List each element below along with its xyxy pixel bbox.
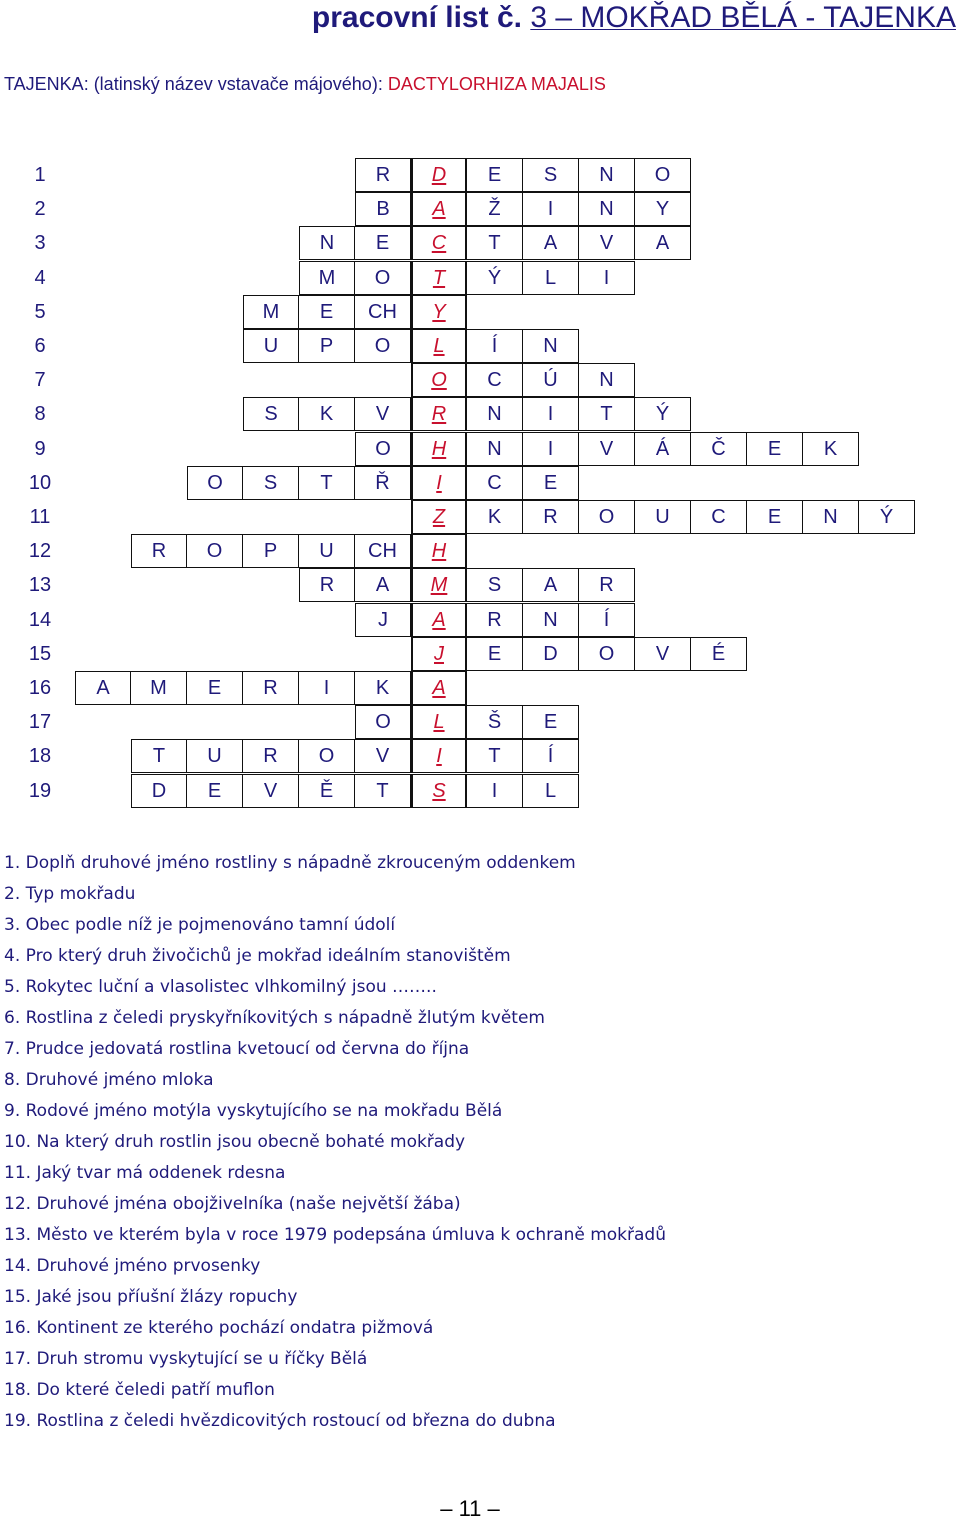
crossword-cell[interactable]: S bbox=[523, 158, 579, 192]
crossword-cell[interactable]: Ě bbox=[299, 774, 355, 808]
crossword-cell[interactable]: M bbox=[131, 671, 187, 705]
crossword-cell[interactable]: Ý bbox=[635, 397, 691, 431]
crossword-cell[interactable]: I bbox=[467, 774, 523, 808]
crossword-cell[interactable]: Í bbox=[467, 329, 523, 363]
crossword-cell[interactable]: T bbox=[467, 739, 523, 773]
solution-cell[interactable]: Y bbox=[411, 295, 467, 329]
row-number: 19 bbox=[28, 779, 52, 802]
clue-item: 18. Do které čeledi patří muflon bbox=[4, 1380, 275, 1400]
crossword-cell[interactable]: E bbox=[747, 432, 803, 466]
solution-cell[interactable]: I bbox=[411, 739, 467, 773]
crossword-cell[interactable]: V bbox=[579, 432, 635, 466]
crossword-cell[interactable]: T bbox=[131, 739, 187, 773]
row-number: 10 bbox=[28, 471, 52, 494]
crossword-cell[interactable]: B bbox=[355, 192, 411, 226]
crossword-cell[interactable]: R bbox=[355, 158, 411, 192]
crossword-cell[interactable]: L bbox=[523, 774, 579, 808]
clue-item: 17. Druh stromu vyskytující se u říčky Bělá bbox=[4, 1349, 368, 1369]
row-number: 18 bbox=[28, 745, 52, 768]
crossword-cell[interactable]: N bbox=[579, 363, 635, 397]
crossword-cell[interactable]: L bbox=[523, 261, 579, 295]
solution-cell[interactable]: H bbox=[411, 534, 467, 568]
crossword-cell[interactable]: T bbox=[355, 774, 411, 808]
crossword-cell[interactable]: A bbox=[635, 226, 691, 260]
solution-cell[interactable]: A bbox=[411, 192, 467, 226]
crossword-cell[interactable]: D bbox=[131, 774, 187, 808]
clue-item: 7. Prudce jedovatá rostlina kvetoucí od června do října bbox=[4, 1039, 470, 1059]
crossword-cell[interactable]: V bbox=[243, 774, 299, 808]
crossword-cell[interactable]: R bbox=[243, 671, 299, 705]
crossword-cell[interactable]: A bbox=[523, 568, 579, 602]
crossword-cell[interactable]: O bbox=[355, 261, 411, 295]
clue-item: 11. Jaký tvar má oddenek rdesna bbox=[4, 1163, 286, 1183]
crossword-cell[interactable]: Ú bbox=[523, 363, 579, 397]
crossword-cell[interactable]: Ý bbox=[859, 500, 915, 534]
crossword-cell[interactable]: C bbox=[467, 466, 523, 500]
crossword-cell[interactable]: O bbox=[635, 158, 691, 192]
crossword-cell[interactable]: Í bbox=[579, 603, 635, 637]
solution-cell[interactable]: H bbox=[411, 432, 467, 466]
clue-item: 3. Obec podle níž je pojmenováno tamní údolí bbox=[4, 915, 396, 935]
crossword-cell[interactable]: D bbox=[523, 637, 579, 671]
row-number: 3 bbox=[34, 232, 46, 255]
clue-item: 13. Město ve kterém byla v roce 1979 podepsána úmluva k ochraně mokřadů bbox=[4, 1225, 666, 1245]
row-number: 9 bbox=[34, 437, 46, 460]
solution-cell[interactable]: A bbox=[411, 671, 467, 705]
crossword-cell[interactable]: C bbox=[467, 363, 523, 397]
crossword-cell[interactable]: T bbox=[299, 466, 355, 500]
crossword-cell[interactable]: M bbox=[299, 261, 355, 295]
crossword-cell[interactable]: O bbox=[579, 500, 635, 534]
crossword-cell[interactable]: U bbox=[243, 329, 299, 363]
crossword-cell[interactable]: V bbox=[355, 397, 411, 431]
clue-item: 9. Rodové jméno motýla vyskytujícího se na mokřadu Bělá bbox=[4, 1101, 503, 1121]
crossword-cell[interactable]: N bbox=[579, 158, 635, 192]
crossword-cell[interactable]: Š bbox=[467, 705, 523, 739]
solution-cell[interactable]: M bbox=[411, 568, 467, 602]
crossword-cell[interactable]: I bbox=[579, 261, 635, 295]
row-number: 15 bbox=[28, 642, 52, 665]
crossword-cell[interactable]: I bbox=[523, 432, 579, 466]
crossword-cell[interactable]: N bbox=[299, 226, 355, 260]
crossword-cell[interactable]: I bbox=[523, 397, 579, 431]
row-number: 2 bbox=[34, 198, 46, 221]
crossword-cell[interactable]: K bbox=[467, 500, 523, 534]
clue-item: 2. Typ mokřadu bbox=[4, 884, 136, 904]
crossword-cell[interactable]: E bbox=[747, 500, 803, 534]
tajenka-description: : (latinský název vstavače májového): bbox=[83, 74, 388, 94]
clue-item: 5. Rokytec luční a vlasolistec vlhkomilný jsou …….. bbox=[4, 977, 437, 997]
crossword-cell[interactable]: J bbox=[355, 603, 411, 637]
row-number: 16 bbox=[28, 677, 52, 699]
crossword-cell[interactable]: K bbox=[803, 432, 859, 466]
crossword-cell[interactable]: R bbox=[579, 568, 635, 602]
row-number: 11 bbox=[29, 506, 51, 528]
crossword-cell[interactable]: E bbox=[187, 774, 243, 808]
crossword-cell[interactable]: O bbox=[355, 329, 411, 363]
row-number: 7 bbox=[34, 369, 46, 392]
crossword-cell[interactable]: R bbox=[131, 534, 187, 568]
crossword-cell[interactable]: N bbox=[523, 329, 579, 363]
solution-cell[interactable]: J bbox=[411, 637, 467, 671]
crossword-cell[interactable]: U bbox=[187, 739, 243, 773]
crossword-cell[interactable]: I bbox=[299, 671, 355, 705]
row-number: 14 bbox=[28, 608, 52, 631]
crossword-cell[interactable]: R bbox=[299, 568, 355, 602]
solution-cell[interactable]: O bbox=[411, 363, 467, 397]
crossword-cell[interactable]: CH bbox=[355, 295, 411, 329]
crossword-cell[interactable]: Ř bbox=[355, 466, 411, 500]
crossword-cell[interactable]: Y bbox=[635, 192, 691, 226]
crossword-cell[interactable]: N bbox=[467, 432, 523, 466]
solution-cell[interactable]: S bbox=[411, 774, 467, 808]
crossword-cell[interactable]: O bbox=[187, 466, 243, 500]
clue-item: 6. Rostlina z čeledi pryskyřníkovitých s nápadně žlutým květem bbox=[4, 1008, 545, 1028]
crossword-cell[interactable]: Ý bbox=[467, 261, 523, 295]
crossword-cell[interactable]: A bbox=[355, 568, 411, 602]
crossword-cell[interactable]: E bbox=[187, 671, 243, 705]
clue-item: 16. Kontinent ze kterého pochází ondatra pižmová bbox=[4, 1318, 434, 1338]
crossword-cell[interactable]: E bbox=[467, 158, 523, 192]
crossword-cell[interactable]: Ž bbox=[467, 192, 523, 226]
solution-cell[interactable]: T bbox=[411, 261, 467, 295]
solution-cell[interactable]: L bbox=[411, 705, 467, 739]
crossword-cell[interactable]: U bbox=[635, 500, 691, 534]
crossword-cell[interactable]: N bbox=[523, 603, 579, 637]
crossword-cell[interactable]: I bbox=[523, 192, 579, 226]
crossword-cell[interactable]: A bbox=[75, 671, 131, 705]
clue-item: 12. Druhové jména obojživelníka (naše největší žába) bbox=[4, 1194, 461, 1214]
crossword-cell[interactable]: T bbox=[467, 226, 523, 260]
crossword-cell[interactable]: E bbox=[299, 295, 355, 329]
crossword-cell[interactable]: N bbox=[803, 500, 859, 534]
crossword-cell[interactable]: O bbox=[187, 534, 243, 568]
crossword-cell[interactable]: A bbox=[523, 226, 579, 260]
crossword-cell[interactable]: K bbox=[355, 671, 411, 705]
crossword-cell[interactable]: O bbox=[579, 637, 635, 671]
crossword-cell[interactable]: É bbox=[691, 637, 747, 671]
crossword-cell[interactable]: C bbox=[691, 500, 747, 534]
solution-cell[interactable]: L bbox=[411, 329, 467, 363]
row-number: 5 bbox=[34, 300, 46, 323]
clue-item: 15. Jaké jsou příušní žlázy ropuchy bbox=[4, 1287, 298, 1307]
crossword-cell[interactable]: U bbox=[299, 534, 355, 568]
title-prefix: pracovní list č. bbox=[311, 1, 531, 34]
crossword-cell[interactable]: V bbox=[635, 637, 691, 671]
crossword-cell[interactable]: M bbox=[243, 295, 299, 329]
row-number: 1 bbox=[34, 164, 46, 186]
crossword-cell[interactable]: R bbox=[243, 739, 299, 773]
crossword-cell[interactable]: S bbox=[467, 568, 523, 602]
clue-item: 8. Druhové jméno mloka bbox=[4, 1070, 214, 1090]
clue-item: 19. Rostlina z čeledi hvězdicovitých rostoucí od března do dubna bbox=[4, 1411, 556, 1431]
crossword-cell[interactable]: E bbox=[467, 637, 523, 671]
crossword-cell[interactable]: S bbox=[243, 466, 299, 500]
solution-cell[interactable]: A bbox=[411, 603, 467, 637]
crossword-cell[interactable]: R bbox=[467, 603, 523, 637]
crossword-cell[interactable]: E bbox=[355, 226, 411, 260]
tajenka-answer: DACTYLORHIZA MAJALIS bbox=[387, 74, 606, 94]
solution-cell[interactable]: D bbox=[411, 158, 467, 192]
crossword-cell[interactable]: R bbox=[523, 500, 579, 534]
crossword-cell[interactable]: N bbox=[467, 397, 523, 431]
tajenka-label: TAJENKA bbox=[4, 74, 84, 94]
clue-item: 1. Doplň druhové jméno rostliny s nápadně zkrouceným oddenkem bbox=[4, 853, 576, 873]
solution-cell[interactable]: Z bbox=[411, 500, 467, 534]
crossword-cell[interactable]: E bbox=[523, 705, 579, 739]
row-number: 13 bbox=[28, 574, 52, 597]
clue-item: 14. Druhové jméno prvosenky bbox=[4, 1256, 261, 1276]
crossword-cell[interactable]: V bbox=[355, 739, 411, 773]
row-number: 8 bbox=[34, 403, 46, 426]
crossword-cell[interactable]: E bbox=[523, 466, 579, 500]
row-number: 6 bbox=[34, 335, 46, 357]
row-number: 12 bbox=[28, 540, 52, 563]
row-number: 17 bbox=[28, 711, 52, 734]
solution-cell[interactable]: I bbox=[411, 466, 467, 500]
clue-item: 4. Pro který druh živočichů je mokřad ideálním stanovištěm bbox=[4, 946, 511, 966]
crossword-cell[interactable]: Á bbox=[635, 432, 691, 466]
crossword-cell[interactable]: K bbox=[299, 397, 355, 431]
crossword-cell[interactable]: P bbox=[299, 329, 355, 363]
clue-list bbox=[4, 848, 666, 1437]
clue-item: 10. Na který druh rostlin jsou obecně bohaté mokřady bbox=[4, 1132, 466, 1152]
title-rest: 3 – MOKŘAD BĚLÁ - TAJENKA bbox=[530, 1, 956, 34]
solution-cell[interactable]: C bbox=[411, 226, 467, 260]
solution-cell[interactable]: R bbox=[411, 397, 467, 431]
crossword-cell[interactable]: Č bbox=[691, 432, 747, 466]
row-number: 4 bbox=[34, 266, 46, 289]
crossword-cell[interactable]: Í bbox=[523, 739, 579, 773]
page-number: – 11 – bbox=[440, 1496, 500, 1521]
crossword-cell[interactable]: N bbox=[579, 192, 635, 226]
crossword-cell[interactable]: P bbox=[243, 534, 299, 568]
crossword-cell[interactable]: V bbox=[579, 226, 635, 260]
crossword-cell[interactable]: T bbox=[579, 397, 635, 431]
crossword-cell[interactable]: CH bbox=[355, 534, 411, 568]
crossword-cell[interactable]: O bbox=[355, 432, 411, 466]
crossword-cell[interactable]: O bbox=[355, 705, 411, 739]
crossword-cell[interactable]: S bbox=[243, 397, 299, 431]
crossword-cell[interactable]: O bbox=[299, 739, 355, 773]
